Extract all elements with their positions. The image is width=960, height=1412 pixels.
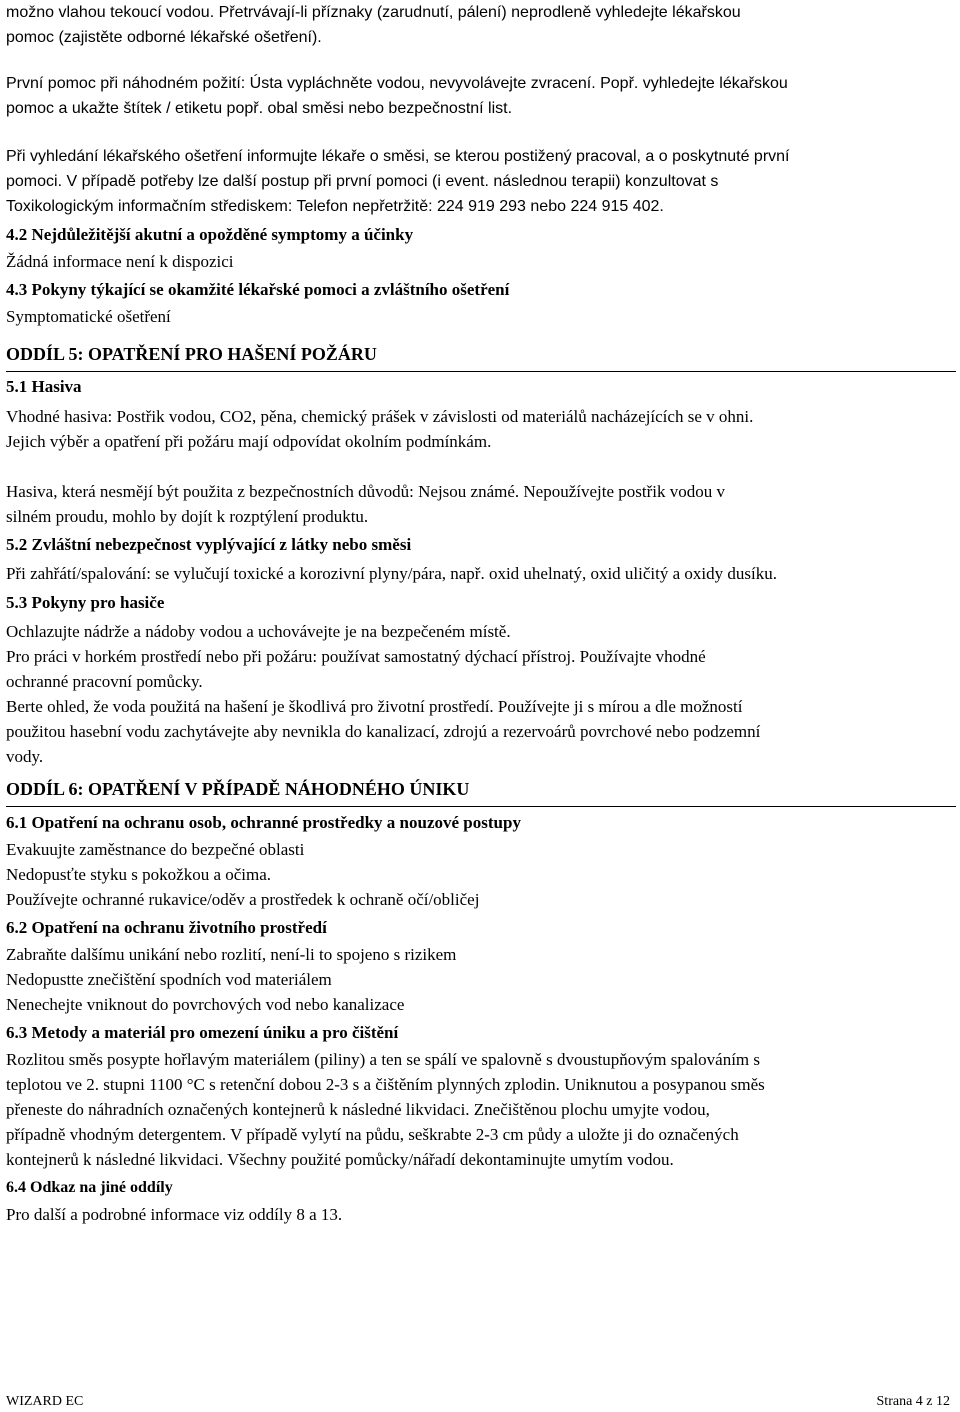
subsection-5-1 xyxy=(6,373,956,529)
section-divider xyxy=(6,806,956,807)
section-divider xyxy=(6,371,956,372)
section-title: ODDÍL 5: OPATŘENÍ PRO HAŠENÍ POŽÁRU xyxy=(6,344,377,364)
text-line: Nedopusťte styku s pokožkou a očima. xyxy=(6,865,272,884)
text-line: Symptomatické ošetření xyxy=(6,307,171,326)
text-line: případně vhodným detergentem. V případě vylytí na půdu, seškrabte 2-3 cm půdy a uložte ji do označených xyxy=(6,1125,739,1144)
footer-page-number: Strana 4 z 12 xyxy=(876,1394,950,1409)
text-line: pomoc a ukažte štítek / etiketu popř. obal směsi nebo bezpečnostní list. xyxy=(6,100,513,117)
text-line: Nenechejte vniknout do povrchových vod nebo kanalizace xyxy=(6,995,405,1014)
text-line: Zabraňte dalšímu unikání nebo rozlití, není-li to spojeno s rizikem xyxy=(6,945,457,964)
section-5 xyxy=(6,340,956,769)
text-line: ochranné pracovní pomůcky. xyxy=(6,672,203,691)
text-line: Pro práci v horkém prostředí nebo při požáru: používat samostatný dýchací přístroj. Používajte vhodné xyxy=(6,647,706,666)
medical-info-paragraph xyxy=(6,144,956,219)
subsection-heading: 6.2 Opatření na ochranu životního prostředí xyxy=(6,918,327,937)
text-line: První pomoc při náhodném požití: Ústa vypláchněte vodou, nevyvolávejte zvracení. Popř. vyhledejte lékařskou xyxy=(6,75,788,92)
subsection-heading: 6.4 Odkaz na jiné oddíly xyxy=(6,1179,173,1196)
subsection-heading: 5.1 Hasiva xyxy=(6,377,82,396)
document-page xyxy=(6,0,956,1227)
text-line: Evakuujte zaměstnance do bezpečné oblasti xyxy=(6,840,305,859)
subsection-6-4 xyxy=(6,1174,956,1227)
subsection-heading: 4.3 Pokyny týkající se okamžité lékařské pomoci a zvláštního ošetření xyxy=(6,280,510,299)
text-line: Ochlazujte nádrže a nádoby vodou a uchovávejte je na bezpečeném místě. xyxy=(6,622,511,641)
subsection-5-3 xyxy=(6,589,956,769)
subsection-heading: 6.1 Opatření na ochranu osob, ochranné prostředky a nouzové postupy xyxy=(6,813,521,832)
text-line: přeneste do náhradních označených kontejnerů k následné likvidaci. Znečištěnou plochu umyjte vodou, xyxy=(6,1100,710,1119)
text-line: použitou hasební vodu zachytávejte aby nevnikla do kanalizací, zdrojú a rezervoárů povrchové nebo podzemní xyxy=(6,722,761,741)
first-aid-eye-paragraph xyxy=(6,0,956,50)
subsection-heading: 5.3 Pokyny pro hasiče xyxy=(6,593,165,612)
text-line: Toxikologickým informačním střediskem: Telefon nepřetržitě: 224 919 293 nebo 224 915 402. xyxy=(6,198,664,215)
section-6 xyxy=(6,775,956,1227)
text-line: Jejich výběr a opatření při požáru mají odpovídat okolním podmínkám. xyxy=(6,432,492,451)
text-line: pomoci. V případě potřeby lze další postup při první pomoci (i event. následnou terapii) konzultovat s xyxy=(6,173,719,190)
subsection-6-2 xyxy=(6,914,956,1017)
footer-product-name: WIZARD EC xyxy=(6,1394,84,1409)
text-line: Berte ohled, že voda použitá na hašení je škodlivá pro životní prostředí. Používejte ji s mírou a dle možností xyxy=(6,697,743,716)
subsection-6-3 xyxy=(6,1019,956,1172)
subsection-heading: 5.2 Zvláštní nebezpečnost vyplývající z látky nebo směsi xyxy=(6,535,412,554)
text-line: vody. xyxy=(6,747,44,766)
text-line: pomoc (zajistěte odborné lékařské ošetření). xyxy=(6,29,322,46)
text-line: možno vlahou tekoucí vodou. Přetrvávají-li příznaky (zarudnutí, pálení) neprodleně vyhledejte lékařskou xyxy=(6,4,741,21)
text-line: kontejnerů k následné likvidaci. Všechny použité pomůcky/nářadí dekontaminujte umytím vodou. xyxy=(6,1150,674,1169)
subsection-5-2 xyxy=(6,531,956,586)
section-title: ODDÍL 6: OPATŘENÍ V PŘÍPADĚ NÁHODNÉHO ÚNIKU xyxy=(6,779,470,799)
subsection-heading: 4.2 Nejdůležitější akutní a opožděné symptomy a účinky xyxy=(6,225,414,244)
subsection-4-3 xyxy=(6,276,956,329)
text-line: Používejte ochranné rukavice/oděv a prostředek k ochraně očí/obličej xyxy=(6,890,480,909)
text-line: Vhodné hasiva: Postřik vodou, CO2, pěna, chemický prášek v závislosti od materiálů nacházejících se v ohni. xyxy=(6,407,754,426)
text-line: teplotou ve 2. stupni 1100 °C s retenční dobou 2-3 s a čištěním plynných zplodin. Uniknutou a posypanou směs xyxy=(6,1075,765,1094)
subsection-4-2 xyxy=(6,221,956,274)
text-line: Hasiva, která nesmějí být použita z bezpečnostních důvodů: Nejsou známé. Nepoužívejte postřik vodou v xyxy=(6,482,725,501)
text-line: Při vyhledání lékařského ošetření informujte lékaře o směsi, se kterou postižený pracoval, a o poskytnuté první xyxy=(6,148,790,165)
subsection-heading: 6.3 Metody a materiál pro omezení úniku a pro čištění xyxy=(6,1023,399,1042)
text-line: Nedopustte znečištění spodních vod materiálem xyxy=(6,970,332,989)
first-aid-ingestion-paragraph xyxy=(6,71,956,121)
text-line: silném proudu, mohlo by dojít k rozptýlení produktu. xyxy=(6,507,369,526)
text-line: Rozlitou směs posypte hořlavým materiálem (piliny) a ten se spálí ve spalovně s dvoustupňovým spalováním s xyxy=(6,1050,761,1069)
text-line: Při zahřátí/spalování: se vylučují toxické a korozivní plyny/pára, např. oxid uhelnatý, oxid uličitý a oxidy dusíku. xyxy=(6,564,777,583)
text-line: Pro další a podrobné informace viz oddíly 8 a 13. xyxy=(6,1205,343,1224)
text-line: Žádná informace není k dispozici xyxy=(6,252,234,271)
subsection-6-1 xyxy=(6,809,956,912)
